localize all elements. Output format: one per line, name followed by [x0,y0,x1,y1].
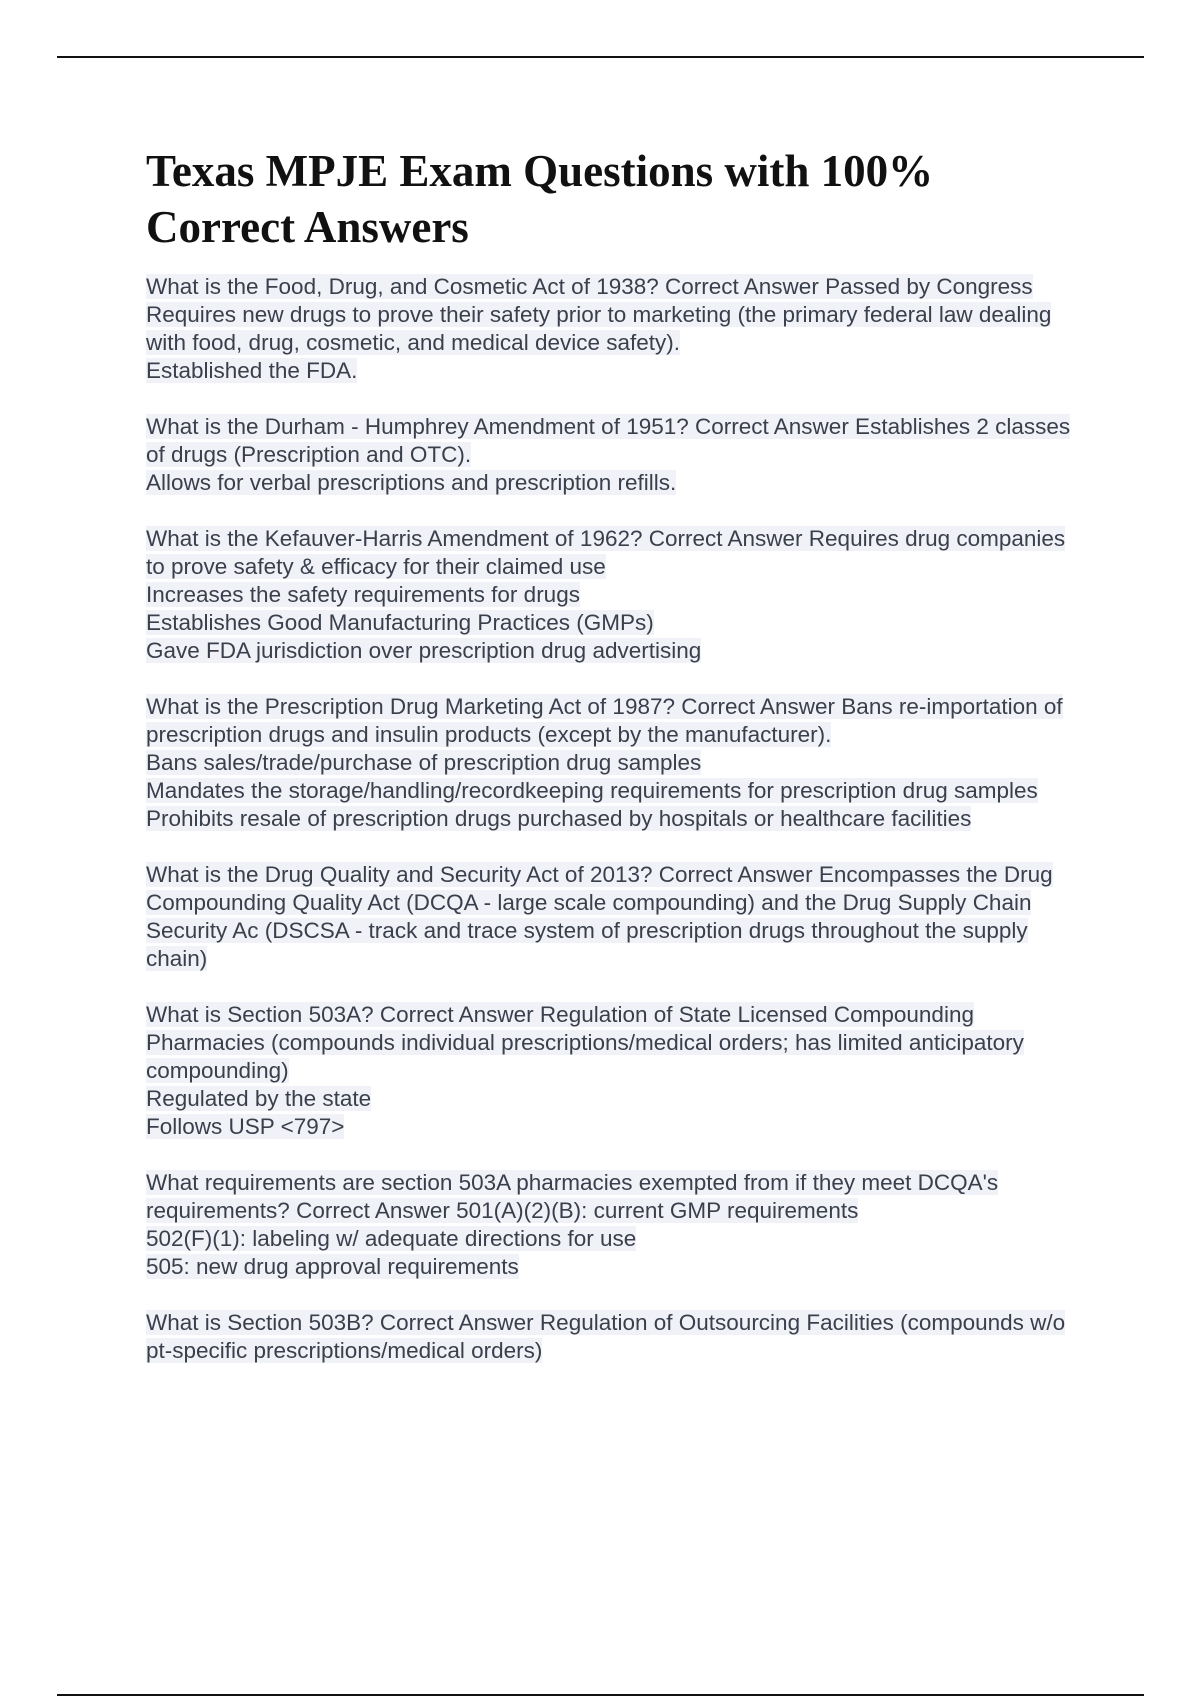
entry-line: What is the Durham - Humphrey Amendment of 1951? Correct Answer Establishes 2 classes of drugs (Prescription and OTC). [146,414,1071,467]
entry-line: What requirements are section 503A pharmacies exempted from if they meet DCQA's requirements? Correct Answer 501(A)(2)(B): current GMP requirements [146,1170,999,1223]
entry-line: What is Section 503A? Correct Answer Regulation of State Licensed Compounding Pharmacies (compounds individual prescriptions/medical orders; has limited anticipatory compounding) [146,1002,1024,1083]
entry-line: Allows for verbal prescriptions and prescription refills. [146,470,677,495]
entry-line: Follows USP <797> [146,1114,345,1139]
entry-line: Gave FDA jurisdiction over prescription drug advertising [146,638,702,663]
qa-entry [146,273,1086,385]
bottom-rule [57,1694,1144,1696]
qa-entry [146,861,1086,973]
entry-line: Increases the safety requirements for drugs [146,582,580,607]
entry-line: Prohibits resale of prescription drugs purchased by hospitals or healthcare facilities [146,806,972,831]
entry-line: Requires new drugs to prove their safety prior to marketing (the primary federal law dealing with food, drug, cosmetic, and medical device safety). [146,302,1052,355]
entry-line: What is the Kefauver-Harris Amendment of 1962? Correct Answer Requires drug companies to prove safety & efficacy for their claimed use [146,526,1066,579]
entry-line: 502(F)(1): labeling w/ adequate directions for use [146,1226,637,1251]
entry-line: What is the Drug Quality and Security Act of 2013? Correct Answer Encompasses the Drug Compounding Quality Act (DCQA - large scale compounding) and the Drug Supply Chain Security Ac (DSCSA - track and trace system of prescription drugs throughout the supply chain) [146,862,1053,971]
entry-line: What is Section 503B? Correct Answer Regulation of Outsourcing Facilities (compounds w/o pt-specific prescriptions/medical orders) [146,1310,1066,1363]
entry-line: Established the FDA. [146,358,358,383]
qa-entry [146,525,1086,665]
entry-line: What is the Food, Drug, and Cosmetic Act of 1938? Correct Answer Passed by Congress [146,274,1033,299]
entry-line: Mandates the storage/handling/recordkeeping requirements for prescription drug samples [146,778,1038,803]
entry-line: What is the Prescription Drug Marketing Act of 1987? Correct Answer Bans re-importation of prescription drugs and insulin products (except by the manufacturer). [146,694,1063,747]
qa-entry [146,1001,1086,1141]
entry-line: Bans sales/trade/purchase of prescription drug samples [146,750,702,775]
document-body [146,143,1086,1393]
qa-entry [146,413,1086,497]
entry-line: Regulated by the state [146,1086,372,1111]
qa-entry [146,693,1086,833]
qa-entry [146,1169,1086,1281]
top-rule [57,56,1144,58]
qa-entry [146,1309,1086,1365]
document-title: Texas MPJE Exam Questions with 100% Correct Answers [146,146,934,252]
entry-line: 505: new drug approval requirements [146,1254,519,1279]
entry-line: Establishes Good Manufacturing Practices (GMPs) [146,610,654,635]
